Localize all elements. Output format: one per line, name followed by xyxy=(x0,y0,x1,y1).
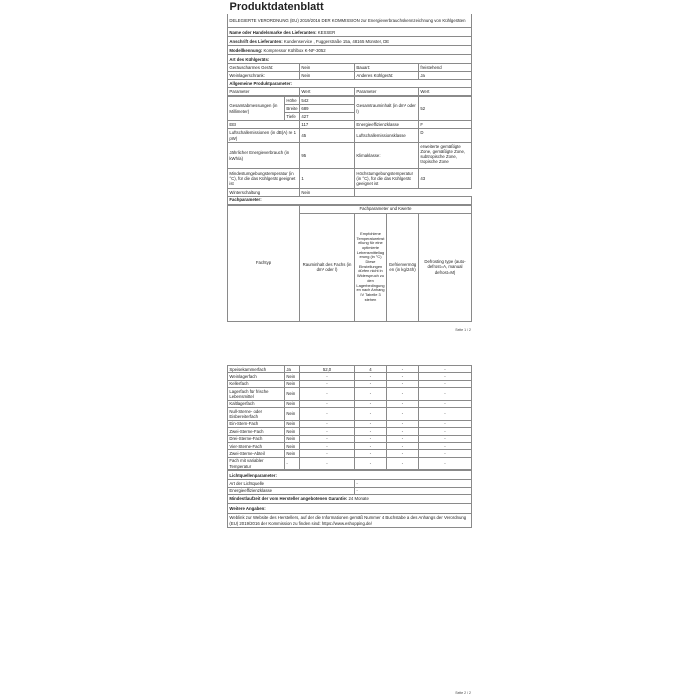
compartment-volume: - xyxy=(300,428,355,435)
noise-value: 45 xyxy=(300,129,355,143)
regulation-text: DELEGIERTE VERORDNUNG (EU) 2019/2016 DER KOMMISSION zur Energieverbrauchskennzeichnung von Kühlgeräten xyxy=(228,14,472,28)
address-value: Kundenservice , Fuggerstraße 15a, 48165 Münster, DE xyxy=(283,38,390,44)
compartment-volume: - xyxy=(300,457,355,470)
max-temp-label: Höchstumgebungstemperatur (in °C), für die das Kühlgerät geeignet ist xyxy=(355,169,419,189)
fachparam-label: Fachparameter und Kwerte xyxy=(300,205,472,213)
compartment-defrost: - xyxy=(419,373,472,380)
compartment-volume: - xyxy=(300,400,355,407)
light-class-label: Energieeffizienzklasse xyxy=(228,487,355,494)
compartment-name: Zwei-Sterne-Abteil xyxy=(228,450,285,457)
compartment-row xyxy=(228,428,472,435)
width-label: Breite xyxy=(286,106,298,112)
compartment-volume: - xyxy=(300,373,355,380)
compartment-name: Speisekammerfach xyxy=(228,366,285,373)
compartment-row xyxy=(228,457,472,470)
defrost-label: Defrosting type (auto-defrost=A, manual defrost=M) xyxy=(419,213,472,321)
compartment-defrost: - xyxy=(419,442,472,449)
datasheet-page-1 xyxy=(227,0,471,345)
compartment-volume: 52,0 xyxy=(300,366,355,373)
compartment-volume: - xyxy=(300,435,355,442)
compartment-present: Nein xyxy=(285,420,300,427)
rec-temp-label: Empfohlene Temperatureinstellung für eine optimierte Lebensmittellagerung (in °C) Diese Einstellungen dürfen nicht in Widerspruch zu den Lagerbedingungen nach Anhang IV Tabelle 3 stehen xyxy=(355,213,387,321)
more-info-label: Weitere Angaben: xyxy=(228,504,472,514)
compartment-defrost: - xyxy=(419,428,472,435)
compartment-defrost: - xyxy=(419,450,472,457)
compartment-defrost: - xyxy=(419,420,472,427)
compartment-header: Fachparameter: xyxy=(228,196,472,204)
compartment-freeze: - xyxy=(387,428,419,435)
compartment-temp: 4 xyxy=(355,366,387,373)
compartment-volume: - xyxy=(300,408,355,421)
weblink-url[interactable]: https://www.eshopping.de/ xyxy=(321,520,373,526)
col-value-2: Wert xyxy=(419,88,472,96)
compartment-volume: - xyxy=(300,388,355,401)
light-table xyxy=(227,470,472,528)
weblink-text: Weblink zur Website des Herstellers, auf der die Informationen gemäß Nummer 4 Buchstabe a des Anhangs der Verordnung (EU) 2019/2016 der Kommission zu finden sind: xyxy=(229,515,467,526)
compartment-row xyxy=(228,420,472,427)
col-param-1: Parameter xyxy=(228,88,300,96)
warranty-label: Mindestlaufzeit der vom Hersteller angebotenen Garantie: xyxy=(229,496,348,502)
compartment-present: Nein xyxy=(285,442,300,449)
compartment-defrost: - xyxy=(419,408,472,421)
freeze-cap-label: Gefriervermögen (in kg/24h) xyxy=(387,213,419,321)
compartment-temp: - xyxy=(355,428,387,435)
col-param-2: Parameter xyxy=(355,88,419,96)
compartment-present: Nein xyxy=(285,428,300,435)
compartment-present: - xyxy=(285,457,300,470)
height-label: Höhe xyxy=(285,97,300,105)
volume-label: Gesamtrauminhalt (in dm³ oder l) xyxy=(355,97,419,121)
compartment-row xyxy=(228,442,472,449)
compartment-volume: - xyxy=(300,380,355,387)
max-temp-value: 43 xyxy=(419,169,472,189)
compartment-present: Nein xyxy=(285,400,300,407)
compartment-present: Nein xyxy=(285,373,300,380)
dimensions-table xyxy=(227,96,472,204)
model-label: Modellkennung: xyxy=(229,47,263,53)
compartment-freeze: - xyxy=(387,420,419,427)
compartment-temp: - xyxy=(355,420,387,427)
dims-label: Gesamtabmessungen (in Millimeter) xyxy=(228,97,285,121)
warranty-row xyxy=(228,495,472,504)
low-noise-value: Nein xyxy=(300,64,355,72)
design-label: Bauart: xyxy=(355,64,419,72)
light-type-label: Art der Lichtquelle xyxy=(228,480,355,487)
compartment-temp: - xyxy=(355,435,387,442)
address-label: Anschrift des Lieferanten: xyxy=(229,38,283,44)
compartment-name: Null-Sterne- oder Eisbereiterfach xyxy=(228,408,285,421)
weblink-row xyxy=(228,514,472,528)
min-temp-value: 1 xyxy=(300,169,355,189)
compartment-name: Vier-Sterne-Fach xyxy=(228,442,285,449)
compartment-temp: - xyxy=(355,442,387,449)
compartment-name: Kaltlagerfach xyxy=(228,400,285,407)
compartment-volume: - xyxy=(300,420,355,427)
compartment-freeze: - xyxy=(387,380,419,387)
fachtyp-label: Fachtyp xyxy=(228,205,300,321)
compartment-temp: - xyxy=(355,373,387,380)
col-value-1: Wert xyxy=(300,88,355,96)
design-value: freistehend xyxy=(419,64,472,72)
compartment-row xyxy=(228,400,472,407)
compartment-name: Drei-Sterne-Fach xyxy=(228,435,285,442)
eclass-label: Energieeffizienzklasse xyxy=(355,121,419,129)
width-value: 689 xyxy=(300,105,355,113)
compartment-volume: - xyxy=(300,442,355,449)
depth-value: 427 xyxy=(300,113,355,121)
climate-label: Klimaklasse: xyxy=(355,143,419,169)
page-number-2: Seite 2 / 2 xyxy=(455,691,471,695)
wine-value: Nein xyxy=(300,72,355,80)
compartment-present: Nein xyxy=(285,380,300,387)
compartment-defrost: - xyxy=(419,380,472,387)
winter-label: Winterschaltung xyxy=(228,189,300,196)
light-class-value: - xyxy=(355,487,472,494)
compartment-temp: - xyxy=(355,457,387,470)
climate-value: erweiterte gemäßigte Zone, gemäßigte Zone, subtropische Zone, tropische Zone xyxy=(419,143,472,169)
winter-value: Nein xyxy=(300,189,355,196)
compartment-freeze: - xyxy=(387,366,419,373)
compartment-name: Lagerfach für frische Lebensmittel xyxy=(228,388,285,401)
compartment-defrost: - xyxy=(419,388,472,401)
compartment-freeze: - xyxy=(387,450,419,457)
compartment-header-table xyxy=(227,205,472,322)
datasheet-page-2 xyxy=(227,365,471,695)
supplier-row xyxy=(228,28,472,37)
compartment-name: Fach mit variabler Temperatur xyxy=(228,457,285,470)
page-title: Produktdatenblatt xyxy=(229,1,324,13)
type-header: Art des Kühlgeräts: xyxy=(228,55,472,64)
page-number-1: Seite 1 / 2 xyxy=(455,328,471,332)
model-value: Kompressor Kühlbox K-NF-3052 xyxy=(263,47,326,53)
eei-label: EEI xyxy=(228,121,300,129)
compartment-present: Nein xyxy=(285,388,300,401)
compartment-freeze: - xyxy=(387,388,419,401)
datasheet-table-1 xyxy=(227,0,472,96)
eclass-value: F xyxy=(419,121,472,129)
supplier-value: KESSER xyxy=(317,29,336,35)
height-value: 542 xyxy=(300,97,355,105)
model-row xyxy=(228,46,472,55)
light-type-value: - xyxy=(355,480,472,487)
general-header: Allgemeine Produktparameter: xyxy=(228,80,472,88)
noise-class-value: D xyxy=(419,129,472,143)
noise-class-label: Luftschallemissionsklasse xyxy=(355,129,419,143)
compartment-name: Ein-Stern-Fach xyxy=(228,420,285,427)
light-header: Lichtquellenparameter: xyxy=(228,471,472,480)
compartment-row xyxy=(228,408,472,421)
compartment-present: Nein xyxy=(285,435,300,442)
compartment-row xyxy=(228,373,472,380)
compartment-row xyxy=(228,388,472,401)
compartment-temp: - xyxy=(355,388,387,401)
address-row xyxy=(228,37,472,46)
compartment-present: Nein xyxy=(285,408,300,421)
compartment-volume: - xyxy=(300,450,355,457)
warranty-value: 24 Monate xyxy=(348,496,369,502)
compartment-row xyxy=(228,450,472,457)
compartment-freeze: - xyxy=(387,435,419,442)
noise-label: Luftschallemissionen (in dB(A) re 1 pW) xyxy=(228,129,300,143)
compartment-defrost: - xyxy=(419,366,472,373)
eei-value: 117 xyxy=(300,121,355,129)
min-temp-label: Mindestumgebungstemperatur (in °C), für die das Kühlgerät geeignet ist xyxy=(228,169,300,189)
energy-value: 95 xyxy=(300,143,355,169)
energy-label: Jährlicher Energieverbrauch (in kWh/a) xyxy=(228,143,300,169)
compartment-name: Kellerfach xyxy=(228,380,285,387)
compartment-freeze: - xyxy=(387,457,419,470)
other-label: Anderes Kühlgerät: xyxy=(355,72,419,80)
compartment-temp: - xyxy=(355,408,387,421)
other-value: Ja xyxy=(419,72,472,80)
compartment-present: Ja xyxy=(285,366,300,373)
compartments-table xyxy=(227,365,472,470)
compartment-temp: - xyxy=(355,450,387,457)
compartment-present: Nein xyxy=(285,450,300,457)
compartment-freeze: - xyxy=(387,373,419,380)
compartment-defrost: - xyxy=(419,400,472,407)
depth-label: Tiefe xyxy=(285,113,300,121)
compartment-defrost: - xyxy=(419,457,472,470)
compartment-name: Weinlagerfach xyxy=(228,373,285,380)
compartment-defrost: - xyxy=(419,435,472,442)
compartment-temp: - xyxy=(355,380,387,387)
compartment-freeze: - xyxy=(387,408,419,421)
compartment-name: Zwei-Sterne-Fach xyxy=(228,428,285,435)
volume-col-label: Rauminhalt des Fachs (in dm³ oder l) xyxy=(300,213,355,321)
compartment-temp: - xyxy=(355,400,387,407)
compartment-row xyxy=(228,366,472,373)
supplier-label: Name oder Handelsmarke des Lieferanten: xyxy=(229,29,317,35)
compartment-row xyxy=(228,435,472,442)
compartment-row xyxy=(228,380,472,387)
compartment-freeze: - xyxy=(387,442,419,449)
compartment-freeze: - xyxy=(387,400,419,407)
volume-value: 52 xyxy=(419,97,472,121)
wine-label: Weinlagerschrank: xyxy=(228,72,300,80)
low-noise-label: Geräuscharmes Gerät: xyxy=(228,64,300,72)
